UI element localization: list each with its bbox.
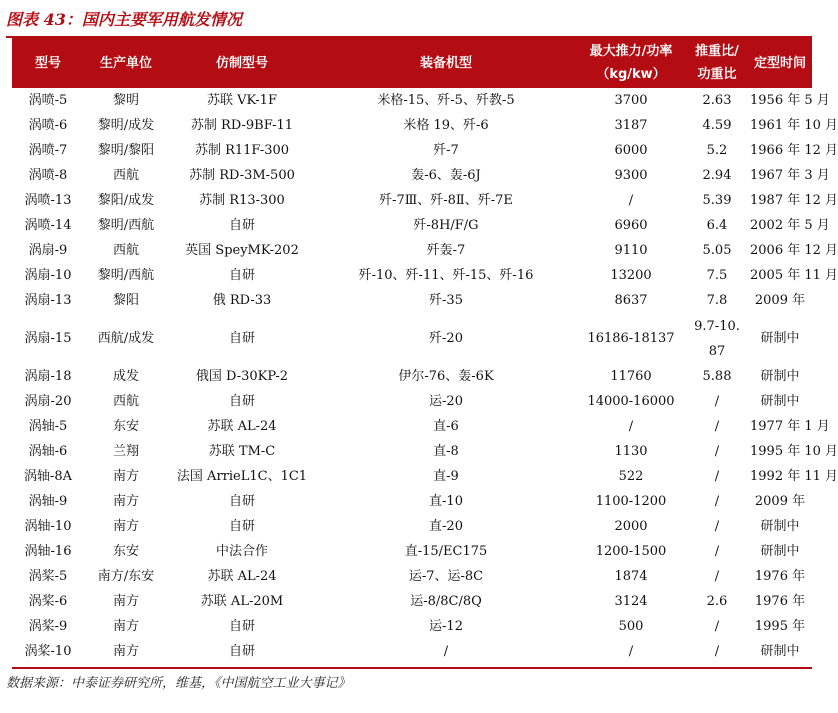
cell-date: 1967 年 3 月 [750,168,830,183]
cell-model: 涡喷-13 [24,193,72,208]
cell-model: 涡轴-16 [24,544,72,559]
table-row [12,213,812,238]
header-row [12,38,812,88]
cell-thrust: 1874 [614,569,648,584]
cell-date: 1987 年 12 月 [750,193,838,208]
table-row [12,163,812,188]
cell-thrust: 1100-1200 [595,494,667,509]
cell-ratio: / [714,419,720,434]
table-row [12,188,812,213]
cell-ratio: 5.39 [702,193,732,208]
cell-aircraft: 直-9 [433,469,459,484]
cell-ratio: / [714,469,720,484]
cell-ratio: / [714,494,720,509]
cell-origin: 苏制 RD-9BF-11 [190,118,294,133]
cell-origin: 苏联 AL-24 [207,419,277,434]
bottom-rule [12,667,812,669]
cell-date: 研制中 [760,519,800,534]
engine-table [12,38,838,664]
cell-aircraft: 伊尔-76、轰-6K [398,369,494,384]
cell-aircraft: 直-10 [429,494,463,509]
cell-origin: 自研 [228,619,255,634]
cell-aircraft: 歼轰-7 [426,243,466,258]
table-row [12,464,812,489]
cell-origin: 法国 ArrieL1C、1C1 [176,469,308,484]
cell-model: 涡扇-10 [24,268,72,283]
cell-origin: 中法合作 [215,544,268,559]
cell-origin: 自研 [228,218,255,233]
cell-aircraft: 直-6 [433,419,459,434]
cell-origin: 自研 [228,494,255,509]
cell-date: 2009 年 [754,293,806,308]
cell-aircraft: 米格 19、歼-6 [403,118,489,133]
cell-date: 1976 年 [754,594,806,609]
cell-ratio: / [714,644,720,659]
cell-manufacturer: 东安 [112,419,139,434]
table-row [12,414,812,439]
cell-aircraft: 直-15/EC175 [404,544,488,559]
cell-manufacturer: 南方/东安 [97,569,155,584]
cell-ratio: / [714,619,720,634]
cell-thrust: 8637 [614,293,648,308]
table-row [12,288,812,313]
cell-manufacturer: 南方 [112,644,139,659]
table-row [12,439,812,464]
cell-model: 涡扇-18 [24,369,72,384]
cell-manufacturer: 黎阳 [112,293,139,308]
col-header-manufacturer: 生产单位 [84,38,168,88]
cell-model: 涡轴-8A [23,469,73,484]
cell-aircraft: 轰-6、轰-6J [411,168,481,183]
cell-manufacturer: 黎明/黎阳 [97,143,155,158]
cell-origin: 自研 [228,519,255,534]
cell-ratio: / [714,519,720,534]
cell-date: 研制中 [760,394,800,409]
cell-aircraft: 歼-20 [429,331,463,346]
cell-aircraft: 运-8/8C/8Q [410,594,482,609]
table-row [12,389,812,414]
cell-origin: 自研 [228,394,255,409]
cell-manufacturer: 西航 [112,168,139,183]
cell-thrust: 9110 [614,243,648,258]
cell-ratio: 6.4 [706,218,728,233]
cell-aircraft: 运-20 [429,394,463,409]
cell-origin: 苏联 TM-C [208,444,276,459]
cell-model: 涡喷-6 [28,118,68,133]
cell-thrust: 522 [618,469,644,484]
cell-date: 1961 年 10 月 [750,118,838,133]
cell-date: 2006 年 12 月 [750,243,838,258]
cell-origin: 苏联 AL-24 [207,569,277,584]
cell-date: 1966 年 12 月 [750,143,838,158]
cell-manufacturer: 黎明/西航 [97,218,155,233]
cell-date: 1976 年 [754,569,806,584]
cell-ratio: / [714,394,720,409]
cell-model: 涡轴-10 [24,519,72,534]
cell-model: 涡扇-15 [24,331,72,346]
cell-thrust: 2000 [614,519,648,534]
cell-date: 1992 年 11 月 [750,469,838,484]
cell-thrust: / [628,193,634,208]
cell-thrust: 13200 [610,268,652,283]
cell-date: 1995 年 [754,619,806,634]
cell-model: 涡喷-5 [28,93,68,108]
cell-thrust: 3187 [614,118,648,133]
cell-model: 涡喷-7 [28,143,68,158]
table-row [12,514,812,539]
cell-aircraft: 米格-15、歼-5、歼教-5 [377,93,515,108]
cell-origin: 自研 [228,331,255,346]
cell-thrust: 6000 [614,143,648,158]
cell-model: 涡扇-20 [24,394,72,409]
col-header-aircraft: 装备机型 [316,38,576,88]
cell-manufacturer: 南方 [112,619,139,634]
cell-thrust: 1130 [614,444,648,459]
cell-date: 研制中 [760,544,800,559]
table-row [12,88,812,113]
cell-manufacturer: 南方 [112,519,139,534]
cell-date: 2009 年 [754,494,806,509]
cell-aircraft: 运-12 [429,619,463,634]
table-row [12,138,812,163]
cell-ratio: 2.6 [706,594,728,609]
cell-date: 1995 年 10 月 [750,444,838,459]
cell-thrust: / [628,644,634,659]
cell-manufacturer: 成发 [112,369,139,384]
cell-manufacturer: 黎明/西航 [97,268,155,283]
cell-ratio: 7.5 [706,268,728,283]
cell-aircraft: 歼-7Ⅲ、歼-8Ⅱ、歼-7E [379,193,513,208]
cell-origin: 苏制 RD-3M-500 [189,168,295,183]
cell-date: 研制中 [760,369,800,384]
cell-aircraft: 直-20 [429,519,463,534]
table-row [12,614,812,639]
col-header-model: 型号 [12,38,84,88]
cell-manufacturer: 东安 [112,544,139,559]
source-note: 数据来源：中泰证券研究所，维基，《中国航空工业大事记》 [6,676,351,691]
cell-thrust: 16186-18137 [587,331,675,346]
cell-thrust: 500 [618,619,644,634]
col-header-date: 定型时间 [748,38,812,88]
cell-aircraft: / [443,644,449,659]
cell-model: 涡轴-5 [28,419,68,434]
cell-ratio: / [714,444,720,459]
cell-date: 1977 年 1 月 [750,419,830,434]
cell-ratio: 5.2 [706,143,728,158]
cell-manufacturer: 黎阳/成发 [97,193,155,208]
cell-manufacturer: 西航 [112,243,139,258]
cell-manufacturer: 南方 [112,494,139,509]
cell-model: 涡扇-13 [24,293,72,308]
cell-date: 2005 年 11 月 [750,268,838,283]
cell-origin: 苏制 R11F-300 [194,143,290,158]
cell-ratio: 5.88 [702,369,732,384]
cell-manufacturer: 西航/成发 [97,331,155,346]
cell-model: 涡桨-5 [28,569,68,584]
cell-date: 研制中 [760,644,800,659]
table-row [12,539,812,564]
cell-thrust: 3700 [614,93,648,108]
cell-origin: 苏制 R13-300 [199,193,285,208]
table-row [12,589,812,614]
cell-manufacturer: 南方 [112,594,139,609]
cell-date: 研制中 [760,331,800,346]
cell-thrust: 14000-16000 [587,394,675,409]
cell-ratio: 2.63 [702,93,732,108]
cell-aircraft: 歼-35 [429,293,463,308]
cell-ratio: 4.59 [702,118,732,133]
cell-origin: 俄国 D-30KP-2 [195,369,289,384]
cell-model: 涡桨-9 [28,619,68,634]
cell-origin: 苏联 AL-20M [200,594,284,609]
cell-thrust: 6960 [614,218,648,233]
cell-origin: 苏联 VK-1F [207,93,277,108]
table-row [12,238,812,263]
cell-origin: 自研 [228,268,255,283]
cell-aircraft: 歼-7 [433,143,459,158]
cell-model: 涡桨-6 [28,594,68,609]
cell-ratio: 7.8 [706,293,728,308]
col-header-origin: 仿制型号 [168,38,316,88]
cell-origin: 英国 SpeyMK-202 [185,243,299,258]
table-row [12,564,812,589]
cell-aircraft: 歼-10、歼-11、歼-15、歼-16 [358,268,534,283]
cell-manufacturer: 黎明 [112,93,139,108]
table-row [12,489,812,514]
cell-model: 涡喷-8 [28,168,68,183]
cell-manufacturer: 兰翔 [112,444,139,459]
figure-title: 图表 43：国内主要军用航发情况 [6,10,242,29]
cell-model: 涡扇-9 [28,243,68,258]
cell-manufacturer: 黎明/成发 [97,118,155,133]
cell-aircraft: 直-8 [433,444,459,459]
cell-date: 1956 年 5 月 [750,93,830,108]
cell-ratio: / [714,569,720,584]
cell-thrust: 11760 [610,369,652,384]
table-row [12,639,812,664]
cell-aircraft: 歼-8H/F/G [413,218,479,233]
cell-ratio: 9.7-10.87 [694,318,740,359]
cell-aircraft: 运-7、运-8C [408,569,484,584]
cell-date: 2002 年 5 月 [750,218,830,233]
cell-origin: 自研 [228,644,255,659]
cell-ratio: / [714,544,720,559]
cell-manufacturer: 西航 [112,394,139,409]
table-row [12,263,812,288]
cell-thrust: 3124 [614,594,648,609]
col-header-thrust: 最大推力/功率（kg/kw） [576,38,686,88]
table-row [12,313,812,364]
cell-manufacturer: 南方 [112,469,139,484]
cell-origin: 俄 RD-33 [212,293,272,308]
cell-model: 涡轴-6 [28,444,68,459]
table-row [12,364,812,389]
cell-model: 涡喷-14 [24,218,72,233]
cell-ratio: 2.94 [702,168,732,183]
col-header-ratio: 推重比/功重比 [686,38,748,88]
cell-thrust: / [628,419,634,434]
cell-model: 涡轴-9 [28,494,68,509]
table-body [12,88,838,664]
table-row [12,113,812,138]
cell-ratio: 5.05 [702,243,732,258]
cell-thrust: 9300 [614,168,648,183]
cell-thrust: 1200-1500 [595,544,667,559]
cell-model: 涡桨-10 [24,644,72,659]
